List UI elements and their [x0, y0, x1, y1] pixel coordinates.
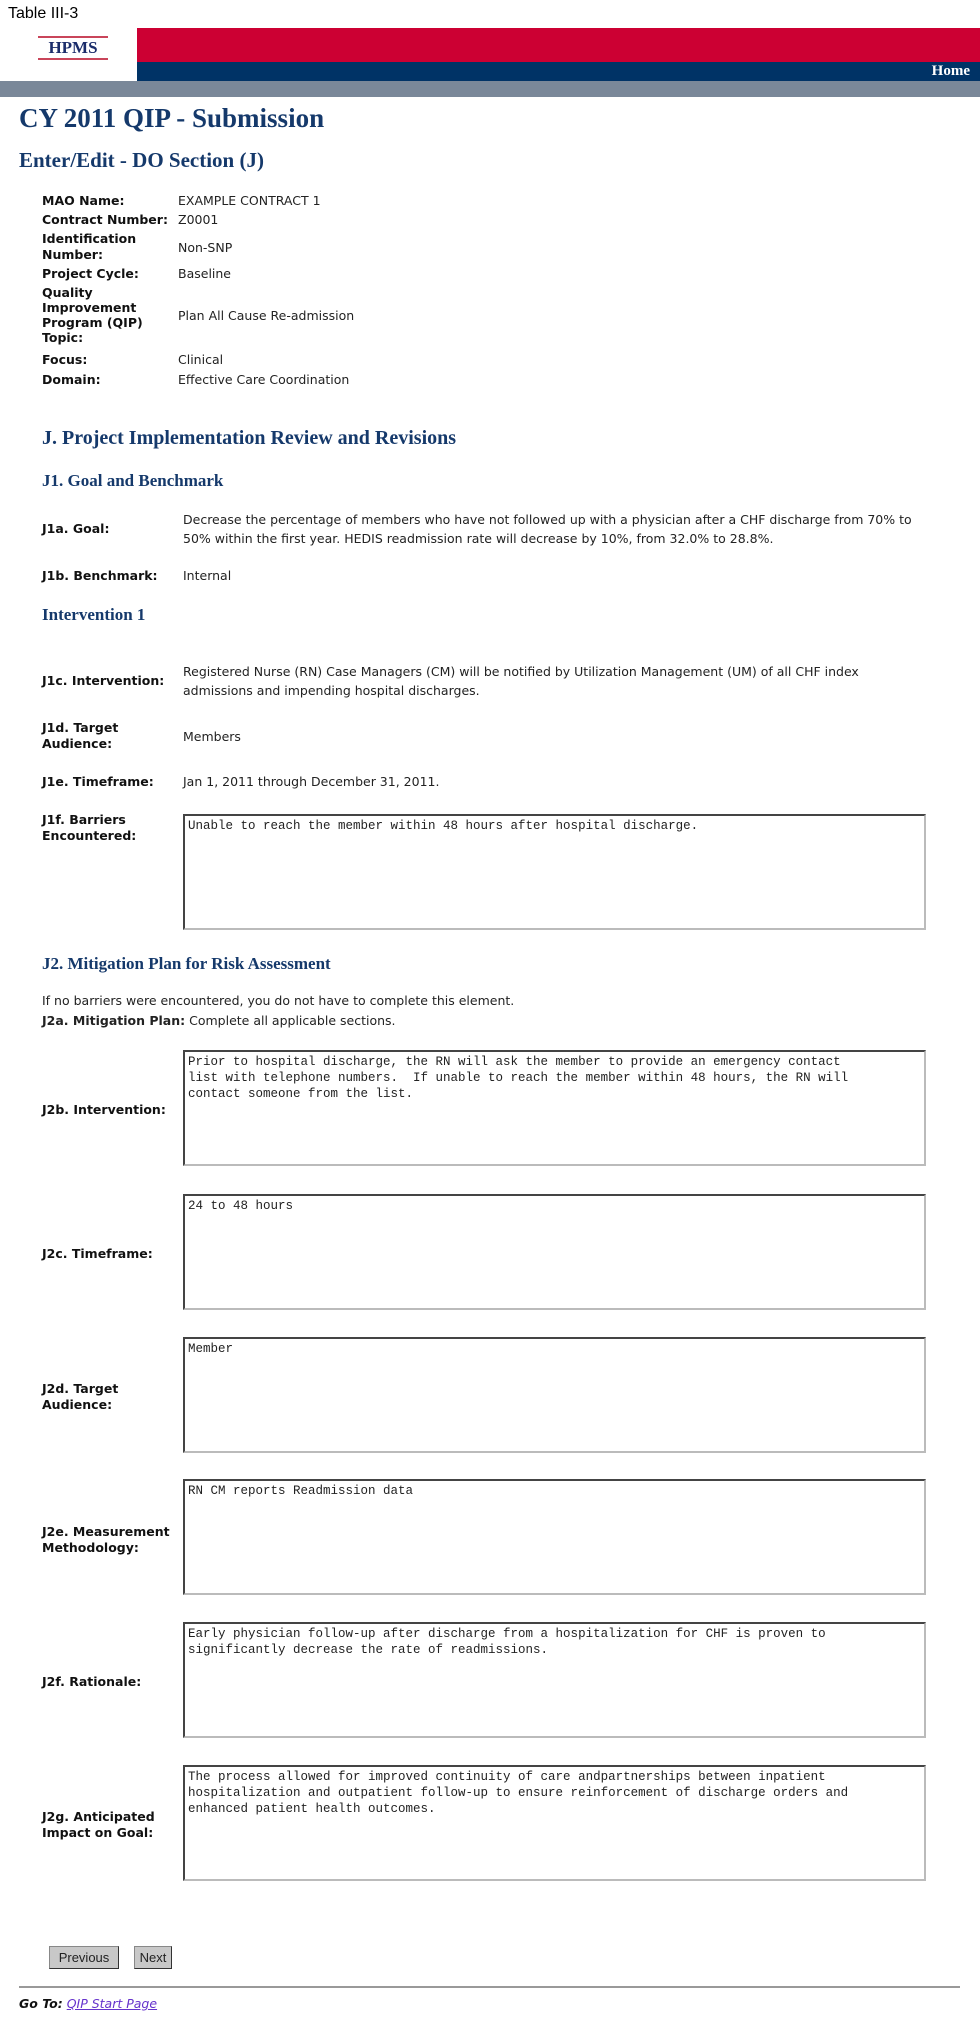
hpms-logo: HPMS: [38, 36, 108, 60]
j2-note: If no barriers were encountered, you do not have to complete this element.: [42, 993, 515, 1008]
j2a-value: Complete all applicable sections.: [189, 1013, 396, 1028]
document-label: Table III-3: [8, 5, 79, 22]
focus-label: Focus:: [42, 352, 88, 367]
next-button[interactable]: Next: [134, 1946, 172, 1969]
intervention-1-heading: Intervention 1: [42, 605, 146, 624]
j1d-value: Members: [183, 729, 241, 744]
j2f-label: J2f. Rationale:: [42, 1674, 142, 1689]
domain-value: Effective Care Coordination: [178, 372, 350, 387]
mao-name-label: MAO Name:: [42, 193, 125, 208]
contract-number-label: Contract Number:: [42, 212, 168, 227]
contract-number-value: Z0001: [178, 212, 219, 227]
qip-topic-label: Quality Improvement Program (QIP) Topic:: [42, 285, 143, 345]
mao-name-value: EXAMPLE CONTRACT 1: [178, 193, 321, 208]
j2g-impact-textarea[interactable]: [183, 1765, 926, 1881]
j2c-timeframe-textarea[interactable]: [183, 1194, 926, 1310]
project-cycle-value: Baseline: [178, 266, 231, 281]
j2-heading: J2. Mitigation Plan for Risk Assessment: [42, 954, 331, 973]
j1a-label: J1a. Goal:: [42, 521, 110, 536]
j2e-label: J2e. Measurement Methodology:: [42, 1524, 170, 1555]
j1b-value: Internal: [183, 568, 232, 583]
previous-button[interactable]: Previous: [49, 1946, 119, 1969]
j2a-label: J2a. Mitigation Plan:: [42, 1013, 186, 1028]
j2d-target-audience-textarea[interactable]: [183, 1337, 926, 1453]
identification-number-value: Non-SNP: [178, 240, 233, 255]
j1a-value: Decrease the percentage of members who have not followed up with a physician after a CHF discharge from 70% to 50% within the first year. HEDIS readmission rate will decrease by 10%, from 32.0% to 28.8%.: [183, 512, 912, 546]
j1c-value: Registered Nurse (RN) Case Managers (CM) will be notified by Utilization Management (UM) of all CHF index admissions and impending hospital discharges.: [183, 664, 859, 698]
header-nav-bar: [137, 62, 980, 81]
home-link[interactable]: Home: [931, 63, 970, 79]
j1c-label: J1c. Intervention:: [42, 673, 165, 688]
j2b-intervention-textarea[interactable]: [183, 1050, 926, 1166]
header-red-band: [137, 28, 980, 62]
qip-start-page-link[interactable]: QIP Start Page: [66, 1996, 158, 2011]
j2e-measurement-textarea[interactable]: [183, 1479, 926, 1595]
page-title: CY 2011 QIP - Submission: [19, 103, 325, 133]
goto-bar: [19, 1996, 157, 2011]
domain-label: Domain:: [42, 372, 101, 387]
j2g-label: J2g. Anticipated Impact on Goal:: [42, 1809, 155, 1840]
j2c-label: J2c. Timeframe:: [42, 1246, 153, 1261]
j1f-barriers-textarea[interactable]: [183, 814, 926, 930]
j2f-rationale-textarea[interactable]: [183, 1622, 926, 1738]
j1e-value: Jan 1, 2011 through December 31, 2011.: [183, 774, 440, 789]
j1e-label: J1e. Timeframe:: [42, 774, 154, 789]
section-j-heading: J. Project Implementation Review and Revisions: [42, 427, 457, 449]
j1d-label: J1d. Target Audience:: [42, 720, 119, 751]
j2b-label: J2b. Intervention:: [42, 1102, 166, 1117]
j1b-label: J1b. Benchmark:: [42, 568, 158, 583]
qip-topic-value: Plan All Cause Re-admission: [178, 308, 355, 323]
j2d-label: J2d. Target Audience:: [42, 1381, 119, 1412]
j1-heading: J1. Goal and Benchmark: [42, 471, 224, 490]
page-subtitle: Enter/Edit - DO Section (J): [19, 148, 264, 172]
goto-label: Go To:: [19, 1996, 63, 2011]
j1f-label: J1f. Barriers Encountered:: [42, 812, 137, 843]
identification-number-label: Identification Number:: [42, 231, 137, 262]
project-cycle-label: Project Cycle:: [42, 266, 139, 281]
footer-divider: [19, 1986, 960, 1988]
focus-value: Clinical: [178, 352, 224, 367]
header-gray-bar: [0, 81, 980, 97]
